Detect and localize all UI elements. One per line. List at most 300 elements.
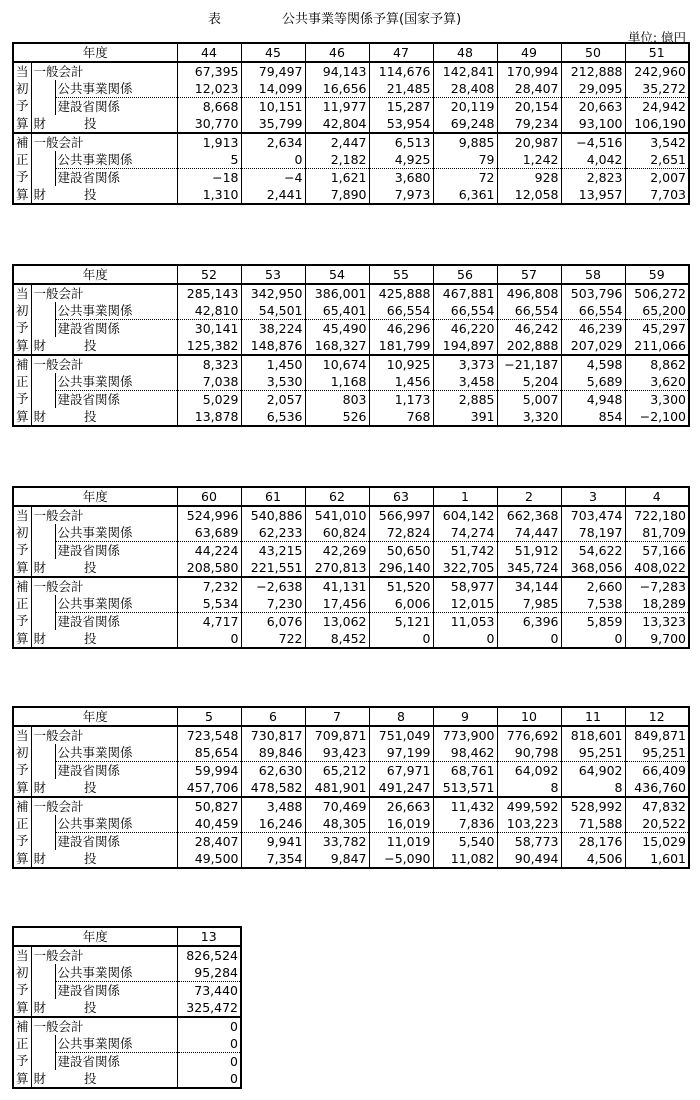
initial-construction-row — [13, 542, 689, 560]
initial-side-char: 算 — [13, 559, 31, 577]
value-cell: 6,396 — [497, 613, 561, 631]
indent-cell — [31, 169, 55, 187]
initial-zaito-row — [13, 999, 241, 1017]
value-cell: 94,143 — [305, 62, 369, 80]
row-label-public: 公共事業関係 — [55, 524, 177, 542]
value-cell: 54,622 — [561, 542, 625, 560]
value-cell: 342,950 — [241, 284, 305, 302]
row-label-general: 一般会計 — [33, 727, 84, 743]
value-cell: 1,310 — [177, 186, 241, 204]
zaito-char-2: 投 — [84, 779, 97, 795]
budget-table — [12, 486, 690, 649]
value-cell: 49,500 — [177, 850, 241, 868]
zaito-char-1: 財 — [33, 186, 47, 202]
value-cell: 142,841 — [433, 62, 497, 80]
value-cell: 391 — [433, 408, 497, 426]
value-cell: 66,554 — [369, 302, 433, 320]
year-cell: 58 — [561, 265, 625, 284]
value-cell: 2,634 — [241, 133, 305, 151]
value-cell: 1,621 — [305, 169, 369, 187]
value-cell: 12,015 — [433, 595, 497, 613]
zaito-char-1: 財 — [33, 999, 47, 1015]
value-cell: 0 — [177, 1017, 241, 1035]
value-cell: 1,456 — [369, 373, 433, 391]
row-label-public: 公共事業関係 — [55, 744, 177, 762]
value-cell: 11,432 — [433, 797, 497, 815]
initial-side-char: 当 — [13, 946, 31, 964]
value-cell: 5,534 — [177, 595, 241, 613]
value-cell: 425,888 — [369, 284, 433, 302]
row-label-construction: 建設省関係 — [57, 613, 121, 629]
supplement-side-char: 予 — [13, 1053, 31, 1071]
value-cell: 0 — [177, 1035, 241, 1053]
zaito-char-2: 投 — [84, 559, 97, 575]
value-cell: 528,992 — [561, 797, 625, 815]
value-cell: 3,530 — [241, 373, 305, 391]
supplement-side-char: 算 — [13, 408, 31, 426]
zaito-char-2: 投 — [84, 1070, 97, 1086]
value-cell: 46,242 — [497, 320, 561, 338]
year-cell: 60 — [177, 487, 241, 506]
value-cell: 826,524 — [177, 946, 241, 964]
value-cell: 6,513 — [369, 133, 433, 151]
supplement-construction-row — [13, 613, 689, 631]
value-cell: 662,368 — [497, 506, 561, 524]
zaito-char-1: 財 — [33, 1070, 47, 1086]
header-row — [13, 487, 689, 506]
year-cell: 5 — [177, 707, 241, 726]
supplement-side-char: 予 — [13, 613, 31, 631]
value-cell: 60,824 — [305, 524, 369, 542]
supplement-general-row — [13, 355, 689, 373]
initial-public-row — [13, 80, 689, 98]
value-cell: 1,913 — [177, 133, 241, 151]
value-cell: 5,540 — [433, 833, 497, 851]
value-cell: 322,705 — [433, 559, 497, 577]
value-cell: 208,580 — [177, 559, 241, 577]
value-cell: 513,571 — [433, 779, 497, 797]
zaito-char-2: 投 — [84, 999, 97, 1015]
value-cell: 9,885 — [433, 133, 497, 151]
value-cell: 46,296 — [369, 320, 433, 338]
header-row — [13, 265, 689, 284]
value-cell: 50,650 — [369, 542, 433, 560]
value-cell: 79,497 — [241, 62, 305, 80]
initial-side-char: 初 — [13, 80, 31, 98]
value-cell: −2,100 — [625, 408, 689, 426]
supplement-construction-row — [13, 1053, 241, 1071]
value-cell: 78,197 — [561, 524, 625, 542]
supplement-construction-row — [13, 169, 689, 187]
value-cell: 74,447 — [497, 524, 561, 542]
row-label-general: 一般会計 — [33, 507, 84, 523]
indent-cell — [31, 373, 55, 391]
value-cell: 98,462 — [433, 744, 497, 762]
value-cell: 5 — [177, 151, 241, 169]
value-cell: 6,006 — [369, 595, 433, 613]
row-label-general: 一般会計 — [33, 947, 84, 963]
indent-cell — [31, 320, 55, 338]
supplement-zaito-row — [13, 630, 689, 648]
supplement-side-char: 正 — [13, 595, 31, 613]
indent-cell — [31, 762, 55, 780]
supplement-side-char: 正 — [13, 151, 31, 169]
value-cell: 20,987 — [497, 133, 561, 151]
value-cell: 95,251 — [625, 744, 689, 762]
row-label-general: 一般会計 — [31, 355, 177, 373]
value-cell: 62,630 — [241, 762, 305, 780]
page-title: 公共事業等関係予算(国家予算) — [282, 12, 462, 27]
indent-cell — [31, 542, 55, 560]
initial-public-row — [13, 524, 689, 542]
year-cell: 3 — [561, 487, 625, 506]
zaito-char-1: 財 — [33, 630, 47, 646]
header-row — [13, 43, 689, 62]
value-cell: 81,709 — [625, 524, 689, 542]
year-cell: 63 — [369, 487, 433, 506]
value-cell: 776,692 — [497, 726, 561, 744]
indent-cell — [31, 151, 55, 169]
year-header: 年度 — [13, 927, 177, 946]
supplement-public-row — [13, 151, 689, 169]
indent-cell — [31, 833, 55, 851]
value-cell: 45,297 — [625, 320, 689, 338]
indent-cell — [31, 982, 55, 1000]
value-cell: 67,395 — [177, 62, 241, 80]
value-cell: 51,742 — [433, 542, 497, 560]
value-cell: 74,274 — [433, 524, 497, 542]
value-cell: 20,119 — [433, 98, 497, 116]
value-cell: 58,977 — [433, 577, 497, 595]
supplement-general-row — [13, 1017, 241, 1035]
value-cell: 13,323 — [625, 613, 689, 631]
row-label-public: 公共事業関係 — [55, 815, 177, 833]
initial-side-char: 当 — [13, 726, 31, 744]
value-cell: 386,001 — [305, 284, 369, 302]
value-cell: 13,957 — [561, 186, 625, 204]
zaito-char-1: 財 — [33, 408, 47, 424]
value-cell: 65,401 — [305, 302, 369, 320]
value-cell: 723,548 — [177, 726, 241, 744]
value-cell: 503,796 — [561, 284, 625, 302]
year-cell: 6 — [241, 707, 305, 726]
value-cell: 42,810 — [177, 302, 241, 320]
row-label-general: 一般会計 — [31, 133, 177, 151]
row-label-construction: 建設省関係 — [57, 762, 121, 778]
initial-construction-row — [13, 98, 689, 116]
value-cell: 10,925 — [369, 355, 433, 373]
value-cell: 8 — [497, 779, 561, 797]
table-label: 表 — [208, 12, 222, 27]
value-cell: 3,458 — [433, 373, 497, 391]
value-cell: 506,272 — [625, 284, 689, 302]
value-cell: 17,456 — [305, 595, 369, 613]
value-cell: −4,516 — [561, 133, 625, 151]
value-cell: 57,166 — [625, 542, 689, 560]
value-cell: 38,224 — [241, 320, 305, 338]
initial-construction-row — [13, 320, 689, 338]
value-cell: 8 — [561, 779, 625, 797]
value-cell: 95,251 — [561, 744, 625, 762]
value-cell: 212,888 — [561, 62, 625, 80]
value-cell: 8,862 — [625, 355, 689, 373]
initial-side-char: 当 — [13, 284, 31, 302]
value-cell: 10,674 — [305, 355, 369, 373]
year-cell: 56 — [433, 265, 497, 284]
initial-general-row — [13, 726, 689, 744]
year-cell: 46 — [305, 43, 369, 62]
value-cell: 2,182 — [305, 151, 369, 169]
value-cell: 5,689 — [561, 373, 625, 391]
initial-side-char: 当 — [13, 506, 31, 524]
value-cell: 62,233 — [241, 524, 305, 542]
zaito-char-1: 財 — [33, 337, 47, 353]
budget-table — [12, 926, 242, 1089]
value-cell: 194,897 — [433, 337, 497, 355]
zaito-char-2: 投 — [84, 115, 97, 131]
zaito-char-2: 投 — [84, 186, 97, 202]
value-cell: 53,954 — [369, 115, 433, 133]
year-cell: 4 — [625, 487, 689, 506]
initial-construction-row — [13, 982, 241, 1000]
indent-cell — [31, 744, 55, 762]
value-cell: 71,588 — [561, 815, 625, 833]
indent-cell — [31, 1035, 55, 1053]
initial-construction-row — [13, 762, 689, 780]
value-cell: 51,912 — [497, 542, 561, 560]
row-label-public: 公共事業関係 — [55, 373, 177, 391]
initial-side-char: 初 — [13, 744, 31, 762]
value-cell: 46,239 — [561, 320, 625, 338]
value-cell: 16,019 — [369, 815, 433, 833]
value-cell: 7,985 — [497, 595, 561, 613]
year-header: 年度 — [13, 487, 177, 506]
row-label-construction: 建設省関係 — [57, 1053, 121, 1069]
zaito-char-1: 財 — [33, 779, 47, 795]
value-cell: 47,832 — [625, 797, 689, 815]
value-cell: 15,029 — [625, 833, 689, 851]
row-label-construction: 建設省関係 — [57, 98, 121, 114]
value-cell: 21,485 — [369, 80, 433, 98]
value-cell: 69,248 — [433, 115, 497, 133]
value-cell: 15,287 — [369, 98, 433, 116]
year-cell: 12 — [625, 707, 689, 726]
value-cell: 26,663 — [369, 797, 433, 815]
value-cell: 79 — [433, 151, 497, 169]
value-cell: 28,408 — [433, 80, 497, 98]
year-cell: 11 — [561, 707, 625, 726]
value-cell: 3,542 — [625, 133, 689, 151]
value-cell: 703,474 — [561, 506, 625, 524]
year-cell: 49 — [497, 43, 561, 62]
row-label-construction: 建設省関係 — [57, 542, 121, 558]
value-cell: 44,224 — [177, 542, 241, 560]
value-cell: 66,409 — [625, 762, 689, 780]
value-cell: 11,082 — [433, 850, 497, 868]
initial-side-char: 予 — [13, 542, 31, 560]
value-cell: 4,948 — [561, 391, 625, 409]
value-cell: 0 — [497, 630, 561, 648]
value-cell: 41,131 — [305, 577, 369, 595]
supplement-side-char: 補 — [13, 577, 31, 595]
initial-public-row — [13, 744, 689, 762]
zaito-char-1: 財 — [33, 559, 47, 575]
initial-public-row — [13, 302, 689, 320]
value-cell: 325,472 — [177, 999, 241, 1017]
value-cell: 296,140 — [369, 559, 433, 577]
indent-cell — [31, 302, 55, 320]
value-cell: 12,023 — [177, 80, 241, 98]
zaito-char-2: 投 — [84, 850, 97, 866]
value-cell: 30,141 — [177, 320, 241, 338]
year-cell: 50 — [561, 43, 625, 62]
value-cell: 48,305 — [305, 815, 369, 833]
value-cell: 35,272 — [625, 80, 689, 98]
value-cell: 1,601 — [625, 850, 689, 868]
year-cell: 53 — [241, 265, 305, 284]
value-cell: 9,847 — [305, 850, 369, 868]
value-cell: 33,782 — [305, 833, 369, 851]
year-cell: 8 — [369, 707, 433, 726]
value-cell: 541,010 — [305, 506, 369, 524]
budget-table — [12, 42, 690, 205]
value-cell: 526 — [305, 408, 369, 426]
initial-side-char: 初 — [13, 524, 31, 542]
year-cell: 55 — [369, 265, 433, 284]
value-cell: 85,654 — [177, 744, 241, 762]
value-cell: 51,520 — [369, 577, 433, 595]
value-cell: 24,942 — [625, 98, 689, 116]
value-cell: 6,076 — [241, 613, 305, 631]
initial-side-char: 初 — [13, 302, 31, 320]
value-cell: 4,717 — [177, 613, 241, 631]
value-cell: 1,168 — [305, 373, 369, 391]
row-label-general: 一般会計 — [31, 797, 177, 815]
value-cell: 0 — [241, 151, 305, 169]
value-cell: 13,062 — [305, 613, 369, 631]
supplement-construction-row — [13, 833, 689, 851]
value-cell: 496,808 — [497, 284, 561, 302]
value-cell: 97,199 — [369, 744, 433, 762]
value-cell: 68,761 — [433, 762, 497, 780]
value-cell: 5,204 — [497, 373, 561, 391]
value-cell: 7,230 — [241, 595, 305, 613]
initial-side-char: 予 — [13, 762, 31, 780]
year-cell: 13 — [177, 927, 241, 946]
value-cell: 2,447 — [305, 133, 369, 151]
year-cell: 59 — [625, 265, 689, 284]
value-cell: 29,095 — [561, 80, 625, 98]
value-cell: 3,373 — [433, 355, 497, 373]
initial-side-char: 算 — [13, 779, 31, 797]
value-cell: 751,049 — [369, 726, 433, 744]
value-cell: 345,724 — [497, 559, 561, 577]
value-cell: 13,878 — [177, 408, 241, 426]
value-cell: 436,760 — [625, 779, 689, 797]
zaito-char-2: 投 — [84, 337, 97, 353]
value-cell: 70,469 — [305, 797, 369, 815]
indent-cell — [31, 595, 55, 613]
supplement-general-row — [13, 797, 689, 815]
value-cell: 4,042 — [561, 151, 625, 169]
indent-cell — [31, 524, 55, 542]
value-cell: 59,994 — [177, 762, 241, 780]
value-cell: 709,871 — [305, 726, 369, 744]
value-cell: 2,057 — [241, 391, 305, 409]
year-cell: 7 — [305, 707, 369, 726]
zaito-char-1: 財 — [33, 115, 47, 131]
value-cell: 8,323 — [177, 355, 241, 373]
value-cell: 28,407 — [497, 80, 561, 98]
value-cell: 211,066 — [625, 337, 689, 355]
zaito-char-2: 投 — [84, 630, 97, 646]
value-cell: 540,886 — [241, 506, 305, 524]
value-cell: 42,804 — [305, 115, 369, 133]
supplement-side-char: 正 — [13, 815, 31, 833]
value-cell: 8,668 — [177, 98, 241, 116]
value-cell: 5,121 — [369, 613, 433, 631]
value-cell: 8,452 — [305, 630, 369, 648]
value-cell: 3,300 — [625, 391, 689, 409]
row-label-public: 公共事業関係 — [55, 1035, 177, 1053]
value-cell: 849,871 — [625, 726, 689, 744]
value-cell: 5,029 — [177, 391, 241, 409]
value-cell: 103,223 — [497, 815, 561, 833]
indent-cell — [31, 391, 55, 409]
value-cell: 4,598 — [561, 355, 625, 373]
value-cell: 66,554 — [497, 302, 561, 320]
value-cell: 467,881 — [433, 284, 497, 302]
row-label-zaito — [31, 630, 177, 648]
initial-public-row — [13, 964, 241, 982]
year-header: 年度 — [13, 707, 177, 726]
initial-general-row — [13, 506, 689, 524]
value-cell: 72,824 — [369, 524, 433, 542]
value-cell: 2,651 — [625, 151, 689, 169]
supplement-side-char: 算 — [13, 630, 31, 648]
value-cell: 35,799 — [241, 115, 305, 133]
year-cell: 54 — [305, 265, 369, 284]
initial-zaito-row — [13, 559, 689, 577]
value-cell: 9,941 — [241, 833, 305, 851]
initial-side-char: 算 — [13, 337, 31, 355]
value-cell: 478,582 — [241, 779, 305, 797]
value-cell: 285,143 — [177, 284, 241, 302]
value-cell: 1,450 — [241, 355, 305, 373]
row-label-zaito — [31, 999, 177, 1017]
value-cell: 202,888 — [497, 337, 561, 355]
indent-cell — [31, 80, 55, 98]
value-cell: 40,459 — [177, 815, 241, 833]
value-cell: 63,689 — [177, 524, 241, 542]
year-cell: 10 — [497, 707, 561, 726]
year-header: 年度 — [13, 43, 177, 62]
initial-side-char: 当 — [13, 62, 31, 80]
value-cell: 93,423 — [305, 744, 369, 762]
value-cell: 67,971 — [369, 762, 433, 780]
row-label-general: 一般会計 — [33, 285, 84, 301]
value-cell: 90,494 — [497, 850, 561, 868]
value-cell: 0 — [177, 630, 241, 648]
value-cell: 7,890 — [305, 186, 369, 204]
row-label-zaito — [31, 337, 177, 355]
zaito-char-1: 財 — [33, 850, 47, 866]
year-cell: 47 — [369, 43, 433, 62]
supplement-side-char: 算 — [13, 1070, 31, 1088]
value-cell: 7,038 — [177, 373, 241, 391]
supplement-side-char: 予 — [13, 391, 31, 409]
budget-table — [12, 706, 690, 869]
